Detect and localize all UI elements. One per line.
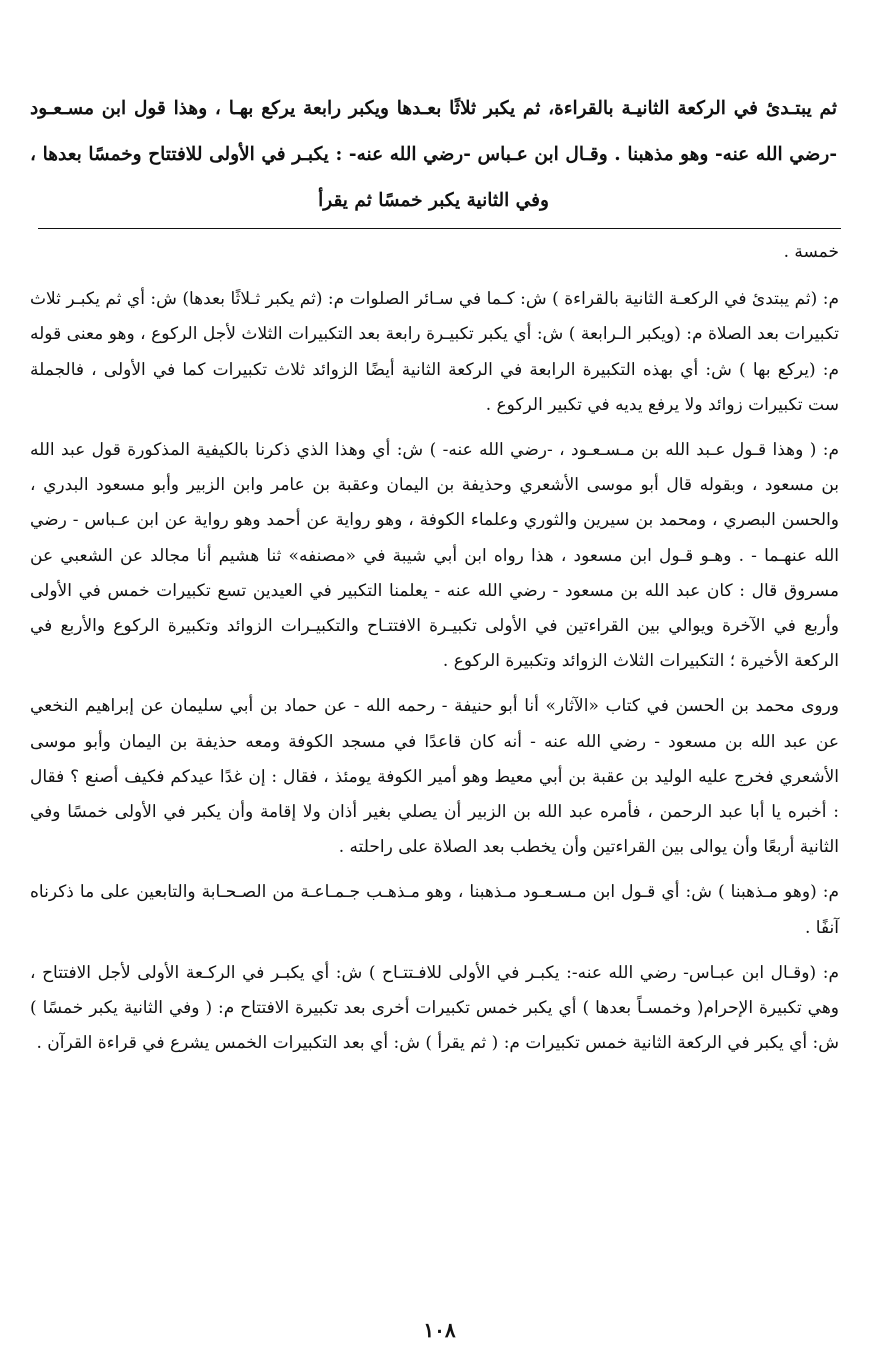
commentary-paragraph-5: م: (وقـال ابن عبـاس- رضي الله عنه-: يكبـر في الأولى للافـتتـاح ) ش: أي يكبـر في الركـعة الأولى لأجل الافتتاح ، وهي تكبيرة الإحرام( وخمسـاً بعدها ) أي يكبر خمس تكبيرات أخرى بعد تكبيرة الافتتاح م: ( وفي الثانية يكبر خمسًا ) ش: أي يكبر في الركعة الثانية خمس تكبيرات م: ( ثم يقرأ ) ش: أي بعد التكبيرات الخمس يشرع في قراءة القرآن . — [30, 962, 839, 1054]
commentary-paragraph-1: م: (ثم يبتدئ في الركعـة الثانية بالقراءة ) ش: كـما في سـائر الصلوات م: (ثم يكبر ثـلاثًا بعدها) ش: أي ثم يكبـر ثلاث تكبيرات بعد الصلاة م: (ويكبر الـرابعة ) ش: أي يكبر تكبيـرة رابعة بعد التكبيرات الثلاث لأجل الركوع ، وهو معنى قوله م: (يركع بها ) ش: أي بهذه التكبيرة الرابعة في الركعة الثانية أيضًا الزوائد ثلاث تكبيرات كما في الأولى ، فالجملة ست تكبيرات زوائد ولا يرفع يديه في تكبير الركوع . — [30, 289, 839, 415]
commentary-block — [30, 235, 839, 1071]
separator-line — [38, 228, 841, 229]
page-number: ١٠٨ — [423, 1318, 456, 1342]
main-text-block — [30, 86, 837, 224]
main-text: ثم يبتـدئ في الركعة الثانيـة بالقراءة، ثم يكبر ثلاثًا بعـدها ويكبر رابعة يركع بهـا ، وهذا قول ابن مسـعـود -رضي الله عنه- وهو مذهبنا . وقـال ابن عـباس -رضي الله عنه- : يكبـر في الأولى للافتتاح وخمسًا بعدها ، وفي الثانية يكبر خمسًا ثم يقرأ — [30, 98, 837, 211]
commentary-paragraph-3: وروى محمد بن الحسن في كتاب «الآثار» أنا أبو حنيفة - رحمه الله - عن حماد بن أبي سليمان عن إبراهيم النخعي عن عبد الله بن مسعود - رضي الله عنه - أنه كان قاعدًا في مسجد الكوفة ومعه حذيفة بن اليمان وأبو موسى الأشعري فخرج عليه الوليد بن عقبة بن أبي معيط وهو أمير الكوفة يومئذ ، فقال : إن غدًا عيدكم فكيف أصنع ؟ فقال : أخبره يا أبا عبد الرحمن ، فأمره عبد الله بن الزبير أن يصلي بغير أذان ولا إقامة وأن يكبر في الأولى خمسًا وفي الثانية أربعًا وأن يوالى بين القراءتين وأن يخطب بعد الصلاة على راحلته . — [30, 696, 839, 858]
carryover-line: خمسة . — [783, 242, 839, 262]
commentary-paragraph-2: م: ( وهذا قـول عـبد الله بن مـسـعـود ، -رضي الله عنه- ) ش: أي وهذا الذي ذكرنا بالكيفية المذكورة قول عبد الله بن مسعود ، وبقوله قال أبو موسى الأشعري وحذيفة بن اليمان وعقبة بن عامر وابن الزبير وأبو مسعود البدري ، والحسن البصري ، ومحمد بن سيرين والثوري وعلماء الكوفة ، وهو رواية عن أحمد وهو رواية عن ابن عـباس - رضي الله عنهـما - . وهـو قـول ابن مسعود ، هذا رواه ابن أبي شيبة في «مصنفه» ثنا هشيم أنا مجالد عن الشعبي عن مسروق قال : كان عبد الله بن مسعود - رضي الله عنه - يعلمنا التكبير في العيدين تسع تكبيرات خمس في الأولى وأربع في الآخرة ويوالي بين القراءتين في الأولى تكبيـرة الافتتـاح والتكبيـرات الزوائد وتكبيرة الركوع والأربع في الركعة الأخيرة ؛ التكبيرات الثلاث الزوائد وتكبيرة الركوع . — [30, 440, 839, 672]
commentary-paragraph-4: م: (وهو مـذهبنا ) ش: أي قـول ابن مـسـعـود مـذهبنا ، وهو مـذهـب جـمـاعـة من الصـحـابة والتابعين على ما ذكرناه آنفًا . — [30, 882, 839, 938]
